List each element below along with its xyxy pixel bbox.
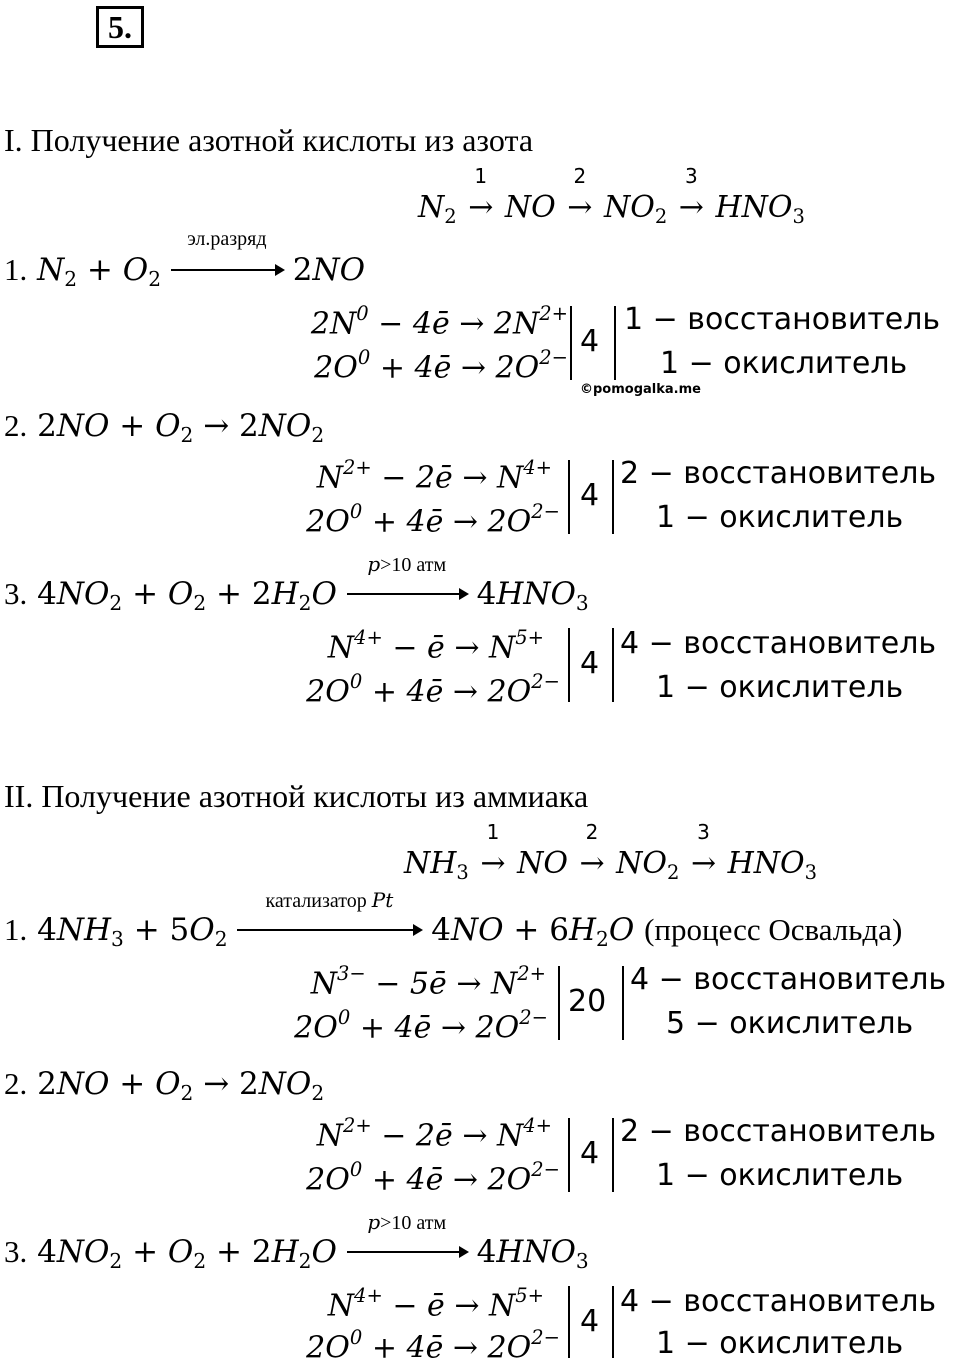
role-reducer: 2 − восстановитель <box>620 1114 937 1149</box>
role-oxidizer: 1 − окислитель <box>656 1158 904 1193</box>
part1-chain: $N_2$ 1 → NO 2 → $NO_2$ 3 → $HNO_3$ <box>418 164 805 228</box>
balance-bar-right <box>622 966 624 1040</box>
electron-lcm: 20 <box>568 984 607 1019</box>
part1-equation-2: 2. $2NO + O_2 \to 2NO_2$ <box>4 408 325 448</box>
equation-number: 3. <box>4 1234 28 1269</box>
chain-step-arrow: 3 → <box>678 164 704 225</box>
reaction-arrow <box>347 552 467 612</box>
half-reaction-bottom: $2O^0$ + 4ē → $2O^{2-}$ <box>306 500 560 540</box>
balance-bar-left <box>558 966 560 1040</box>
role-reducer: 4 − восстановитель <box>620 1284 937 1319</box>
role-reducer: 4 − восстановитель <box>630 962 947 997</box>
balance-bar-left <box>568 460 570 534</box>
role-oxidizer: 5 − окислитель <box>666 1006 914 1041</box>
electron-lcm: 4 <box>580 324 600 359</box>
half-reaction-bottom: $2O^0$ + 4ē → $2O^{2-}$ <box>306 670 560 710</box>
half-reaction-bottom: $2O^0$ + 4ē → $2O^{2-}$ <box>306 1158 560 1198</box>
chain-step-arrow: 2 → <box>579 820 605 881</box>
role-oxidizer: 1 − окислитель <box>656 1326 904 1361</box>
equation-number: 1. <box>4 252 28 287</box>
equation-number: 3. <box>4 576 28 611</box>
balance-bar-right <box>612 628 614 702</box>
role-oxidizer: 1 − окислитель <box>656 670 904 705</box>
part2-equation-3: 3. $4NO_2 + O_2 + 2H_2O$ p>10 атм $4HNO_3$ <box>4 1210 589 1274</box>
chain-step-arrow: 1 → <box>468 164 494 225</box>
electron-lcm: 4 <box>580 1136 600 1171</box>
reaction-arrow <box>347 1210 467 1270</box>
part2-heading: II. Получение азотной кислоты из аммиака <box>4 778 589 814</box>
half-reaction-top: $2N^0$ − 4ē → $2N^{2+}$ <box>310 302 568 342</box>
half-reaction-top: $N^{2+}$ − 2ē → $N^{4+}$ <box>316 456 552 496</box>
part1-equation-3: 3. $4NO_2 + O_2 + 2H_2O$ p>10 атм $4HNO_3$ <box>4 552 589 616</box>
balance-bar-right <box>614 306 616 380</box>
balance-bar-left <box>568 1118 570 1192</box>
reaction-arrow <box>237 888 421 948</box>
task-number-box: 5. <box>96 6 144 48</box>
equation-number: 1. <box>4 912 28 947</box>
electron-lcm: 4 <box>580 478 600 513</box>
half-reaction-top: $N^{2+}$ − 2ē → $N^{4+}$ <box>316 1114 552 1154</box>
half-reaction-bottom: $2O^0$ + 4ē → $2O^{2-}$ <box>314 346 568 386</box>
part2-equation-2: 2. $2NO + O_2 \to 2NO_2$ <box>4 1066 325 1106</box>
role-oxidizer: 1 − окислитель <box>660 346 908 381</box>
balance-bar-right <box>612 1286 614 1358</box>
process-note: (процесс Освальда) <box>644 912 903 947</box>
reaction-condition: эл.разряд <box>187 228 267 250</box>
half-reaction-top: $N^{3-}$ − 5ē → $N^{2+}$ <box>310 962 546 1002</box>
role-reducer: 4 − восстановитель <box>620 626 937 661</box>
equation-number: 2. <box>4 408 28 443</box>
role-reducer: 1 − восстановитель <box>624 302 941 337</box>
half-reaction-top: $N^{4+}$ − ē → $N^{5+}$ <box>327 626 544 666</box>
part1-heading: I. Получение азотной кислоты из азота <box>4 122 534 158</box>
reaction-condition: катализатор Pt <box>265 888 394 912</box>
half-reaction-bottom: $2O^0$ + 4ē → $2O^{2-}$ <box>294 1006 548 1046</box>
reaction-arrow <box>171 228 283 288</box>
balance-bar-left <box>568 628 570 702</box>
role-oxidizer: 1 − окислитель <box>656 500 904 535</box>
half-reaction-bottom: $2O^0$ + 4ē → $2O^{2-}$ <box>306 1326 560 1366</box>
watermark: ©pomogalka.me <box>580 382 701 397</box>
part2-equation-1: 1. $4NH_3 + 5O_2$ катализатор Pt $4NO + 6H_2O$ (процесс Освальда) <box>4 888 903 952</box>
chain-step-arrow: 3 → <box>690 820 717 881</box>
part2-chain: $NH_3$ 1 → NO 2 → $NO_2$ 3 → $HNO_3$ <box>404 820 818 884</box>
equation-number: 2. <box>4 1066 28 1101</box>
electron-lcm: 4 <box>580 646 600 681</box>
part1-equation-1: 1. $N_2 + O_2$ эл.разряд 2NO <box>4 228 366 292</box>
reaction-condition: p>10 атм <box>367 1210 447 1234</box>
role-reducer: 2 − восстановитель <box>620 456 937 491</box>
chain-step-arrow: 1 → <box>480 820 506 881</box>
balance-bar-left <box>570 306 572 380</box>
reaction-condition: p>10 атм <box>367 552 447 576</box>
electron-lcm: 4 <box>580 1304 600 1339</box>
balance-bar-right <box>612 1118 614 1192</box>
half-reaction-top: $N^{4+}$ − ē → $N^{5+}$ <box>327 1284 544 1324</box>
chain-step-arrow: 2 → <box>567 164 593 225</box>
balance-bar-left <box>568 1286 570 1358</box>
balance-bar-right <box>612 460 614 534</box>
